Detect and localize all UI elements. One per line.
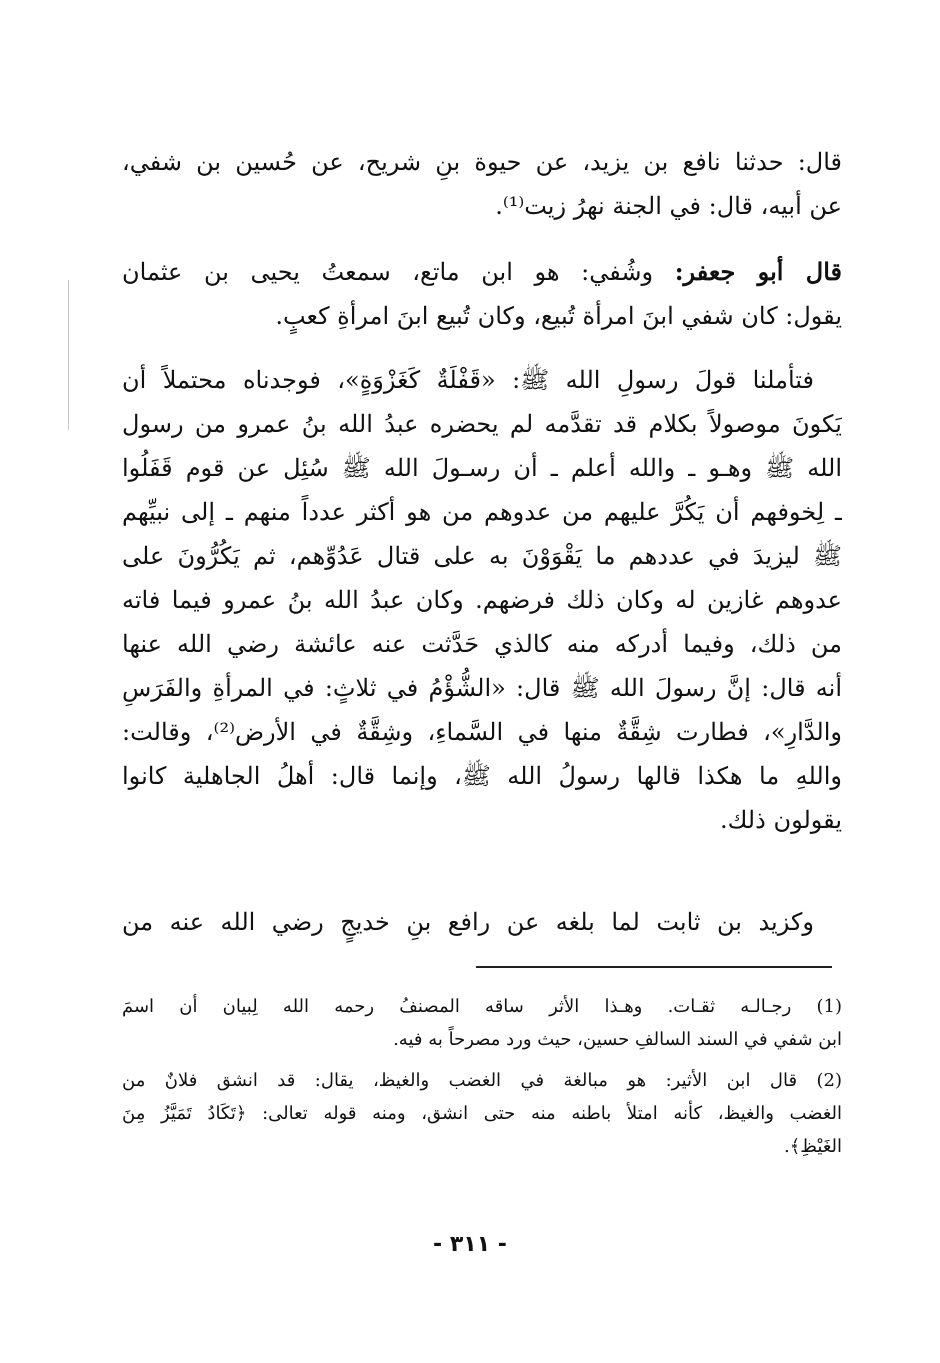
text-line: قال: حدثنا نافع بن يزيد، عن حيوة بنِ شريح، عن حُسين بن شفي، xyxy=(122,148,842,176)
footnotes xyxy=(122,990,842,1171)
footnote-line: الغَيْظِ﴾. xyxy=(784,1136,842,1157)
text-line: يقولون ذلك. xyxy=(719,806,842,834)
footnote-1 xyxy=(122,990,842,1056)
text-line: يَكونَ موصولاً بكلام قد تقدَّمه لم يحضره عبدُ الله بنُ عمرو من رسول xyxy=(122,410,842,438)
text-line: فتأملنا قولَ رسولِ الله ﷺ: «قَفْلَةٌ كَغَزْوَةٍ»، فوجدناه محتملاً أن xyxy=(122,366,815,394)
footnote-2 xyxy=(122,1064,842,1163)
text-line: والدَّارِ»، فطارت شِقَّةٌ منها في السَّماءِ، وشِقَّةٌ في الأرض⁽²⁾، وقالت: xyxy=(122,718,842,746)
footnote-line: (2) قال ابن الأثير: هو مبالغة في الغضب والغيظ، يقال: قد انشق فلانٌ من xyxy=(122,1070,842,1091)
text-line: ﷺ ليزيدَ في عددهم ما يَقْوَوْنَ به على قتال عَدُوِّهم، ثم يَكُرُّونَ على xyxy=(122,542,842,570)
text-line: يقول: كان شفي ابنَ امرأة تُبيع، وكان تُبيع ابنَ امرأةِ كعبٍ. xyxy=(275,302,842,330)
text-line: ـ لِخوفهم أن يَكُرَّ عليهم من عدوهم من هو أكثر عدداً منهم ـ إلى نبيِّهم xyxy=(122,498,842,526)
text-line: أنه قال: إنَّ رسولَ الله ﷺ قال: «الشُّؤْمُ في ثلاثٍ: في المرأةِ والفَرَسِ xyxy=(122,674,842,702)
footnote-line: ابن شفي في السند السالفِ حسين، حيث ورد مصرحاً به فيه. xyxy=(393,1029,842,1050)
margin-line xyxy=(68,280,69,430)
paragraph-3 xyxy=(122,358,842,842)
text-line: واللهِ ما هكذا قالها رسولُ الله ﷺ، وإنما قال: أهلُ الجاهلية كانوا xyxy=(122,762,842,790)
text-line: عن أبيه، قال: في الجنة نهرُ زيت⁽¹⁾. xyxy=(495,192,842,220)
text-line xyxy=(122,250,842,294)
footnote-line: الغضب والغيظ، كأنه امتلأ باطنه منه حتى انشق، ومنه قوله تعالى: ﴿تَكَادُ تَمَيَّزُ مِنَ xyxy=(122,1103,842,1124)
text-line: وكزيد بن ثابت لما بلغه عن رافع بنِ خديجٍ رضي الله عنه من xyxy=(122,908,814,936)
paragraph-1 xyxy=(122,140,842,228)
paragraph-4 xyxy=(122,900,842,944)
footnote-line: (1) رجـالـه ثقـات. وهـذا الأثر ساقه المصنفُ رحمه الله لِبيان أن اسمَ xyxy=(122,996,842,1017)
footnote-separator xyxy=(476,966,832,968)
page-number: - ٣١١ - xyxy=(433,1232,507,1257)
text-line: الله ﷺ وهـو ـ والله أعلم ـ أن رسـولَ الله ﷺ سُئِل عن قوم قَفَلُوا xyxy=(122,454,842,482)
paragraph-2 xyxy=(122,250,842,338)
text-line: عدوهم غازين له وكان ذلك فرضهم. وكان عبدُ الله بنُ عمرو فيما فاته xyxy=(122,586,842,614)
speaker-label: قال أبو جعفر: xyxy=(674,257,842,286)
text-line: من ذلك، وفيما أدركه منه كالذي حَدَّثت عنه عائشة رضي الله عنها xyxy=(122,630,842,658)
text-span: وشُفي: هو ابن ماتع، سمعتُ يحيى بن عثمان xyxy=(122,258,654,286)
